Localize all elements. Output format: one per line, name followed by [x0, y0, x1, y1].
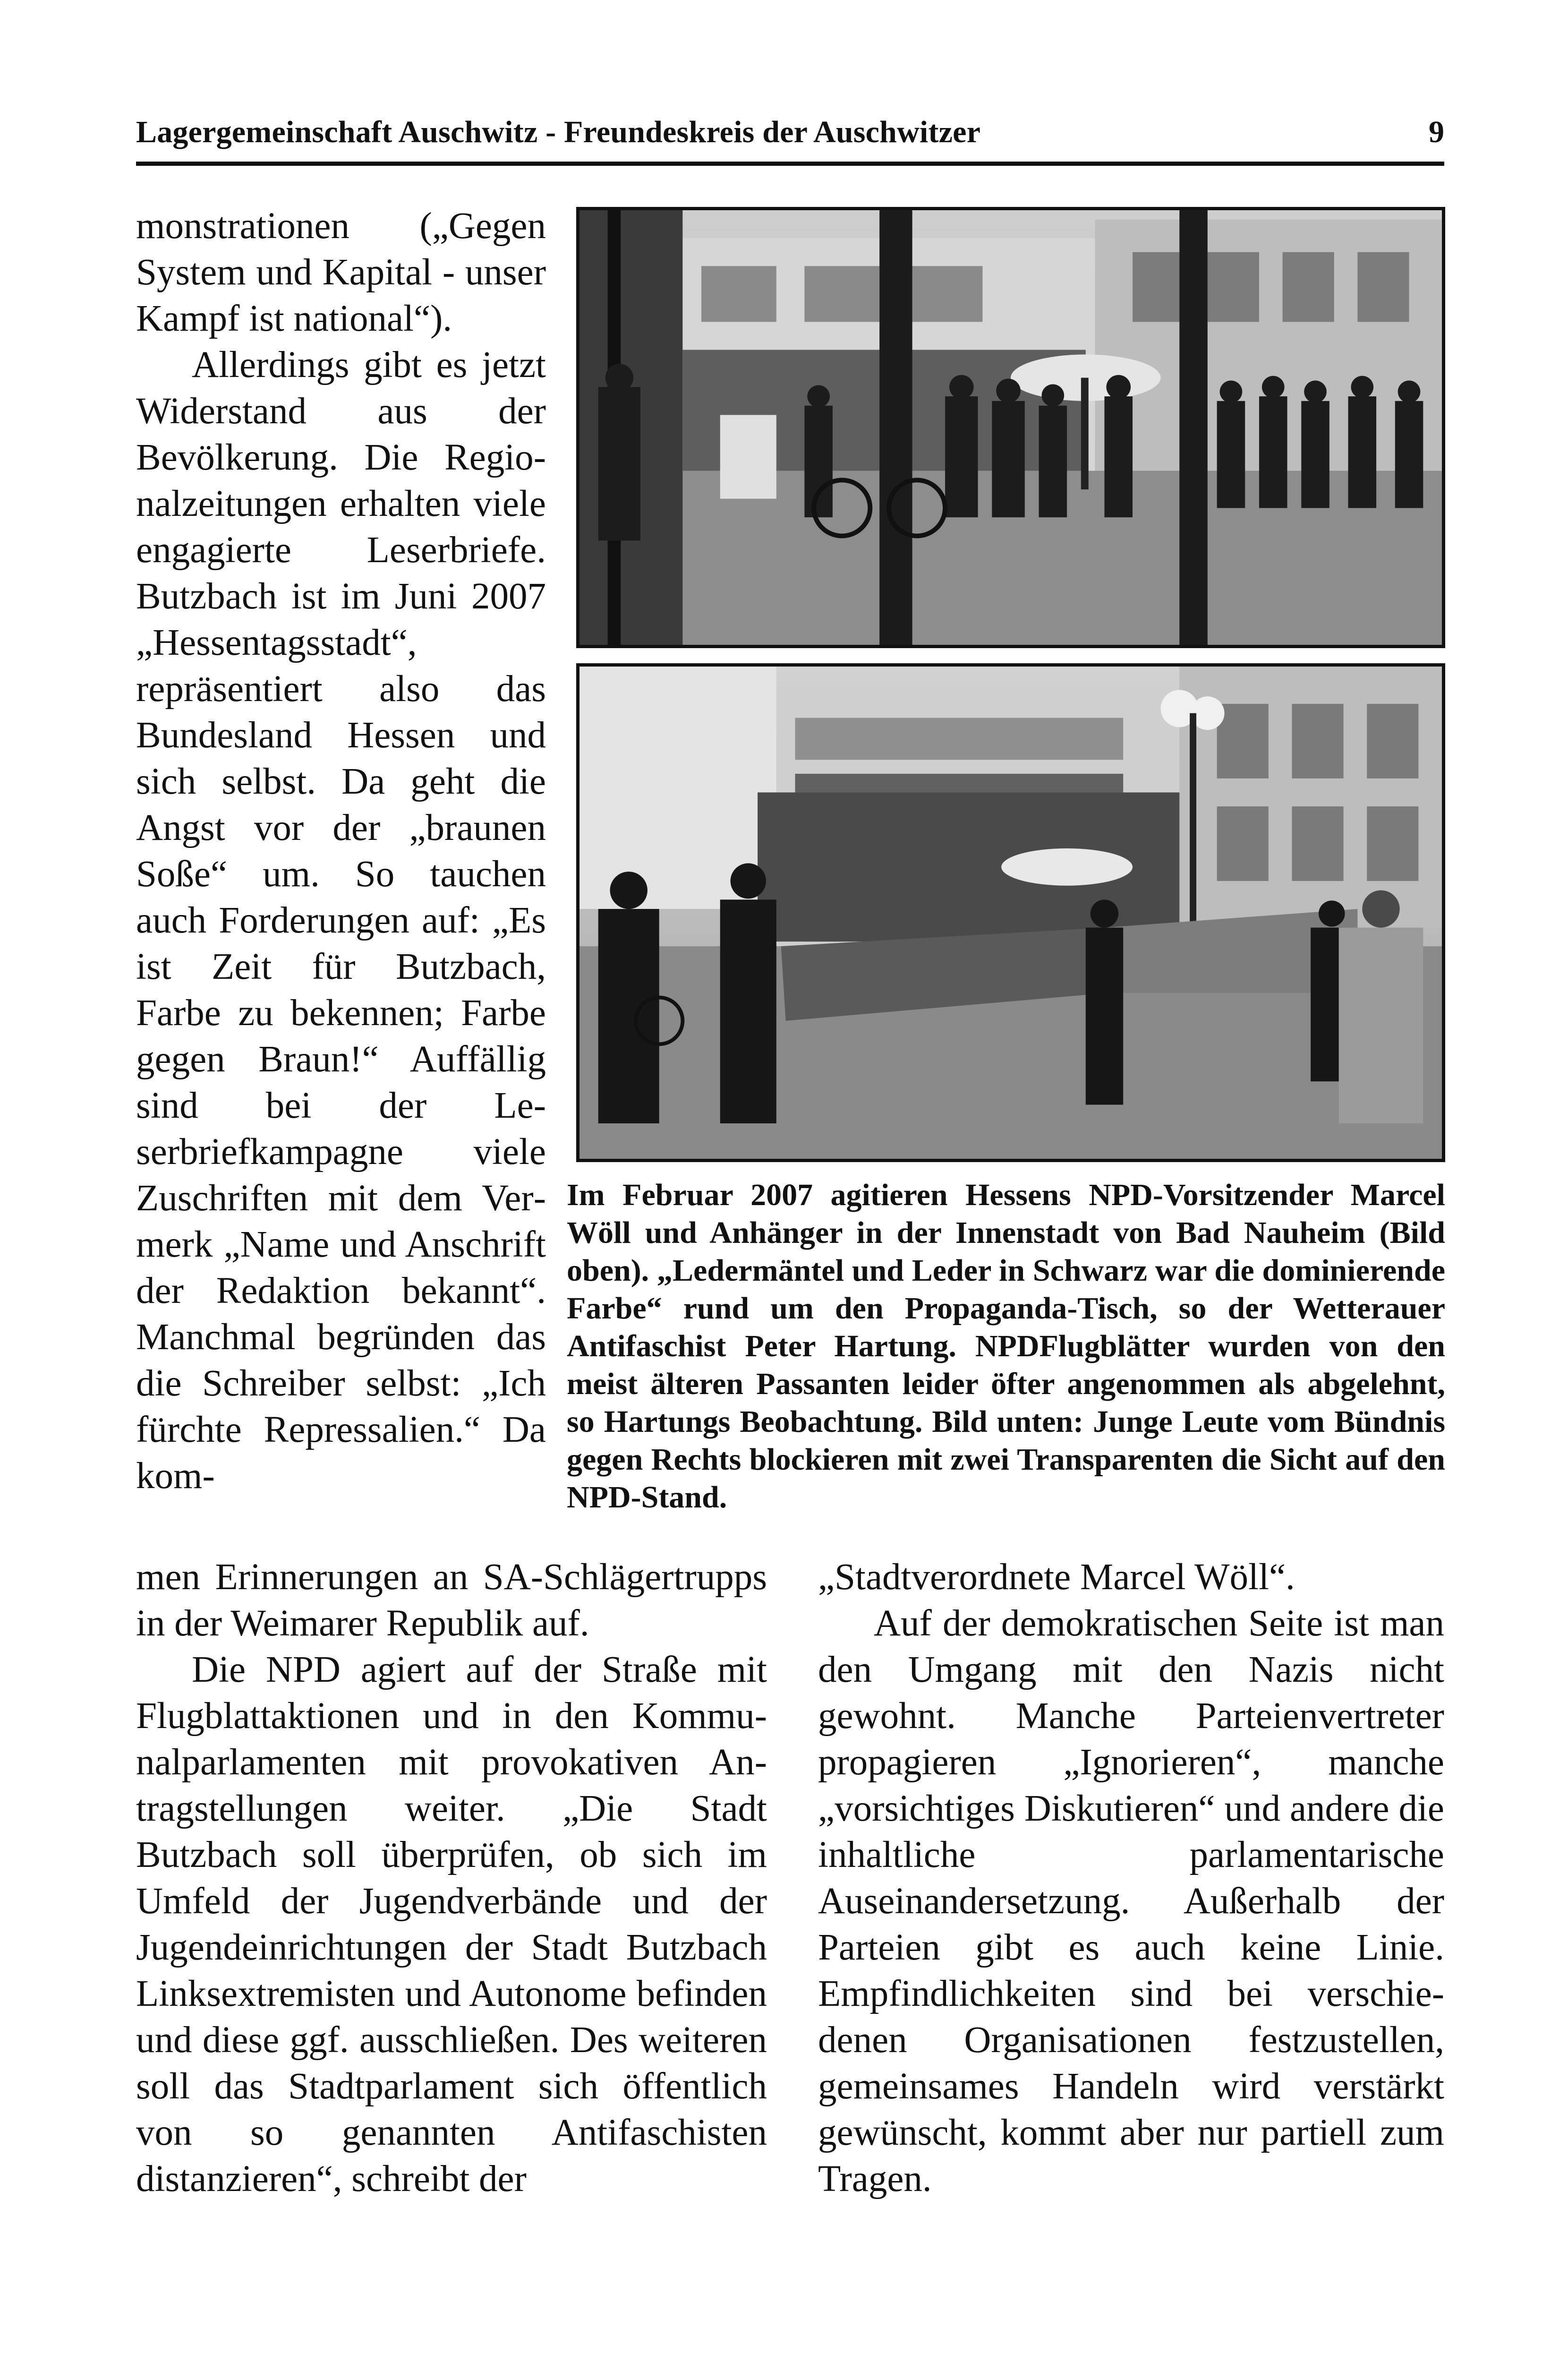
page-header: [136, 110, 1444, 166]
paragraph: monstrationen („Gegen System und Kapital - unser Kampf ist national“).: [136, 205, 546, 339]
body-column-left-bottom: [136, 1554, 767, 2202]
paragraph: men Erinnerungen an SA-Schlägertrupps in der Weimarer Republik auf.: [136, 1557, 767, 1644]
paragraph: „Stadtverordnete Marcel Wöll“.: [818, 1557, 1295, 1598]
street-scene-photo-drawing: [579, 210, 1442, 645]
paragraph: Auf der demokratischen Seite ist man den Umgang mit den Nazis nicht gewohnt. Manche Parteienvertreter propagieren „Ignorieren“, manche „vorsichtiges Diskutieren“ und andere die inhaltliche parlamentarische Auseinandersetzung. Außerhalb der Parteien gibt es auch keine Linie. Empfindlichkeiten sind bei verschiedenen Organisationen festzustellen, gemeinsames Handeln wird verstärkt gewünscht, kommt aber nur partiell zum Tragen.: [818, 1603, 1444, 2199]
body-column-left-top: [136, 203, 546, 1499]
street-scene-photo: [576, 207, 1445, 648]
banner-protest-photo-drawing: [579, 667, 1442, 1159]
body-column-right: [818, 1554, 1444, 2202]
photo-caption: Im Februar 2007 agitieren Hessens NPD-Vorsitzender Marcel Wöll und Anhänger in der Innenstadt von Bad Nauheim (Bild oben). „Ledermäntel und Leder in Schwarz war die dominierende Farbe“ rund um den Propaganda-Tisch, so der Wetterauer Antifaschist Peter Hartung. NPDFlugblätter wurden von den meist älteren Passanten leider öfter angenommen als abgelehnt, so Hartungs Beobachtung. Bild unten: Junge Leute vom Bündnis gegen Rechts blockieren mit zwei Transparenten die Sicht auf den NPD-Stand.: [567, 1178, 1445, 1515]
banner-protest-photo: [576, 663, 1445, 1162]
paragraph: Die NPD agiert auf der Straße mit Flugblattaktionen und in den Kommunalparlamenten mit provokativen Antragstellungen weiter. „Die Stadt Butzbach soll überprüfen, ob sich im Umfeld der Jugendverbände und der Jugendeinrichtungen der Stadt Butzbach Linksextremisten und Autonome befinden und diese ggf. ausschließen. Des weiteren soll das Stadtparlament sich öffentlich von so genannten Antifaschisten distanzieren“, schreibt der: [136, 1649, 767, 2199]
page-number: 9: [1429, 115, 1444, 149]
paragraph: Allerdings gibt es jetzt Widerstand aus der Bevölkerung. Die Regionalzeitungen erhalten viele engagierte Leserbriefe. Butzbach ist im Juni 2007 „Hessentagsstadt“, repräsentiert also das Bundesland Hessen und sich selbst. Da geht die Angst vor der „braunen Soße“ um. So tauchen auch Forderungen auf: „Es ist Zeit für Butzbach, Farbe zu bekennen; Farbe gegen Braun!“ Auffällig sind bei der Leserbriefkampagne viele Zuschriften mit dem Vermerk „Name und Anschrift der Redaktion bekannt“. Manchmal begründen das die Schreiber selbst: „Ich fürchte Repressalien.“ Da kom-: [136, 344, 546, 1497]
running-title: Lagergemeinschaft Auschwitz - Freundeskreis der Auschwitzer: [136, 115, 981, 149]
